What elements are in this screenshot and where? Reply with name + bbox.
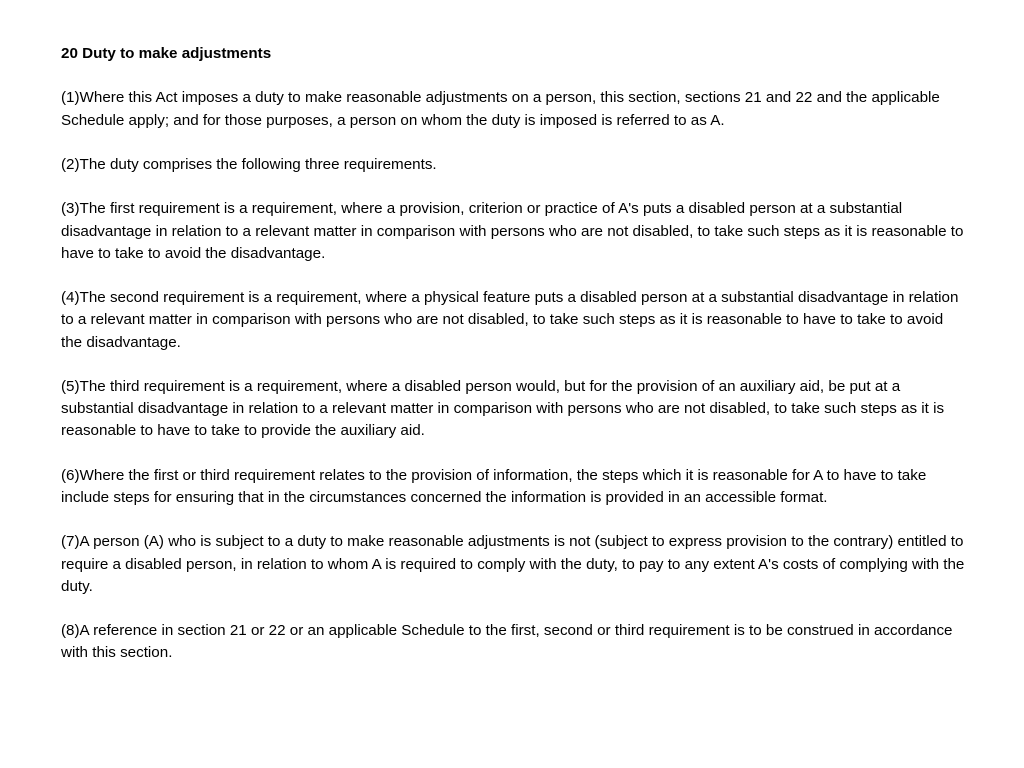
section-title: 20 Duty to make adjustments: [61, 45, 272, 62]
paragraph-5: (5)The third requirement is a requirement, where a disabled person would, but for the provision of an auxiliary aid, be put at a substantial disadvantage in relation to a relevant matter in comparison with persons who are not disabled, to take such steps as it is reasonable to have to take to provide the auxiliary aid.: [61, 377, 945, 440]
paragraph-6: (6)Where the first or third requirement relates to the provision of information, the steps which it is reasonable for A to have to take include steps for ensuring that in the circumstances concerned the information is provided in an accessible format.: [61, 466, 927, 506]
paragraph-1: (1)Where this Act imposes a duty to make reasonable adjustments on a person, this section, sections 21 and 22 and the applicable Schedule apply; and for those purposes, a person on whom the duty is imposed is referred to as A.: [61, 89, 940, 129]
paragraph-7: (7)A person (A) who is subject to a duty to make reasonable adjustments is not (subject to express provision to the contrary) entitled to require a disabled person, in relation to whom A is required to comply with the duty, to pay to any extent A's costs of complying with the duty.: [61, 533, 965, 595]
paragraph-2: (2)The duty comprises the following three requirements.: [61, 155, 437, 173]
paragraph-3: (3)The first requirement is a requirement, where a provision, criterion or practice of A's puts a disabled person at a substantial disadvantage in relation to a relevant matter in comparison with persons who are not disabled, to take such steps as it is reasonable to have to take to avoid the disadvantage.: [61, 200, 964, 262]
paragraph-4: (4)The second requirement is a requirement, where a physical feature puts a disabled person at a substantial disadvantage in relation to a relevant matter in comparison with persons who are not disabled, to take such steps as it is reasonable to have to take to avoid the disadvantage.: [61, 289, 959, 351]
document-body: [61, 43, 966, 665]
paragraph-8: (8)A reference in section 21 or 22 or an applicable Schedule to the first, second or third requirement is to be construed in accordance with this section.: [61, 622, 953, 662]
